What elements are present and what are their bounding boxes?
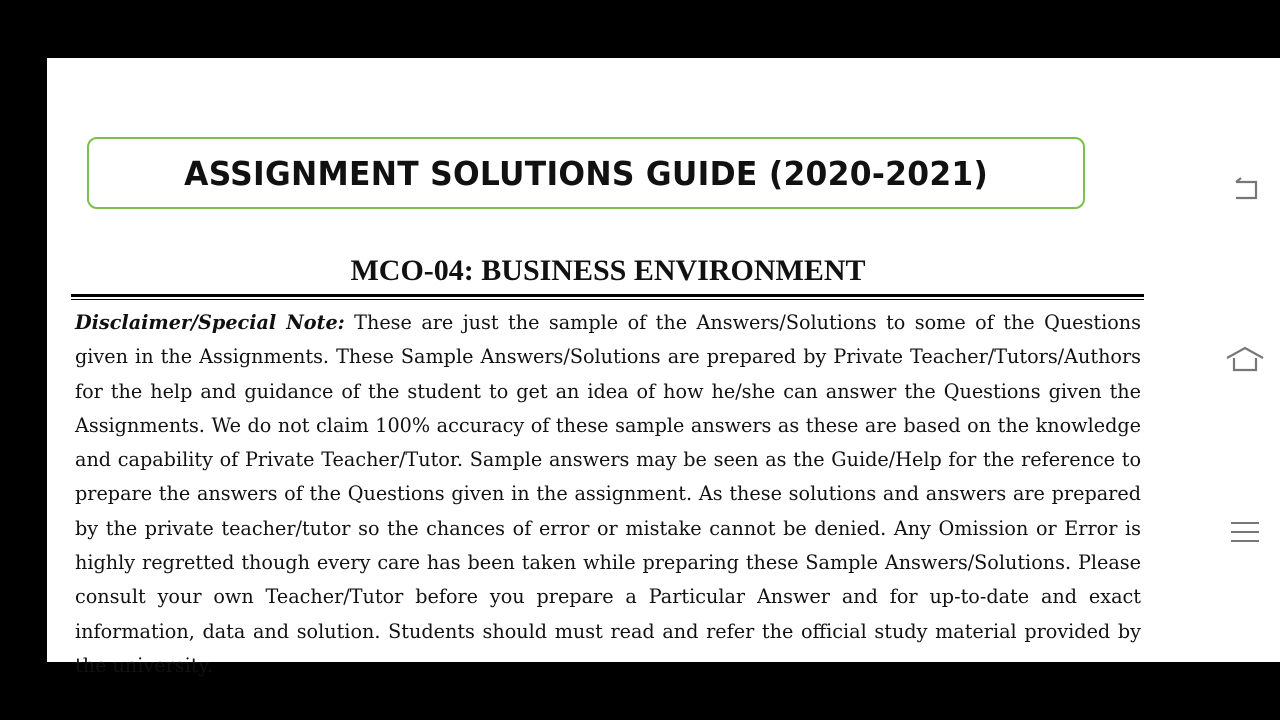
menu-button[interactable] <box>1210 520 1280 544</box>
disclaimer-text: These are just the sample of the Answers/Solutions to some of the Questions given in the Assignments. These Sample Answers/Solutions are prepared by Private Teacher/Tutors/Authors for the help and guidance of the student to get an idea of how he/she can answer the Questions given the Assignments. We do not claim 100% accuracy of these sample answers as these are based on the knowledge and capability of Private Teacher/Tutor. Sample answers may be seen as the Guide/Help for the reference to prepare the answers of the Questions given in the assignment. As these solutions and answers are prepared by the private teacher/tutor so the chances of error or mistake cannot be denied. Any Omission or Error is highly regretted though every care has been taken while preparing these Sample Answers/Solutions. Please consult your own Teacher/Tutor before you prepare a Particular Answer and for up-to-date and exact information, data and solution. Students should must read and refer the official study material provided by the university. <box>75 311 1141 677</box>
home-button[interactable] <box>1210 346 1280 374</box>
back-icon <box>1228 176 1262 202</box>
home-icon <box>1225 346 1265 374</box>
disclaimer-paragraph <box>75 306 1141 683</box>
menu-icon <box>1228 520 1262 544</box>
double-rule-divider <box>71 294 1144 300</box>
title-box <box>87 137 1085 209</box>
document-title: ASSIGNMENT SOLUTIONS GUIDE (2020-2021) <box>184 153 988 193</box>
document-subtitle: MCO-04: BUSINESS ENVIRONMENT <box>350 254 866 287</box>
disclaimer-label: Disclaimer/Special Note: <box>75 311 345 334</box>
document-page <box>47 58 1280 677</box>
back-button[interactable] <box>1210 176 1280 202</box>
